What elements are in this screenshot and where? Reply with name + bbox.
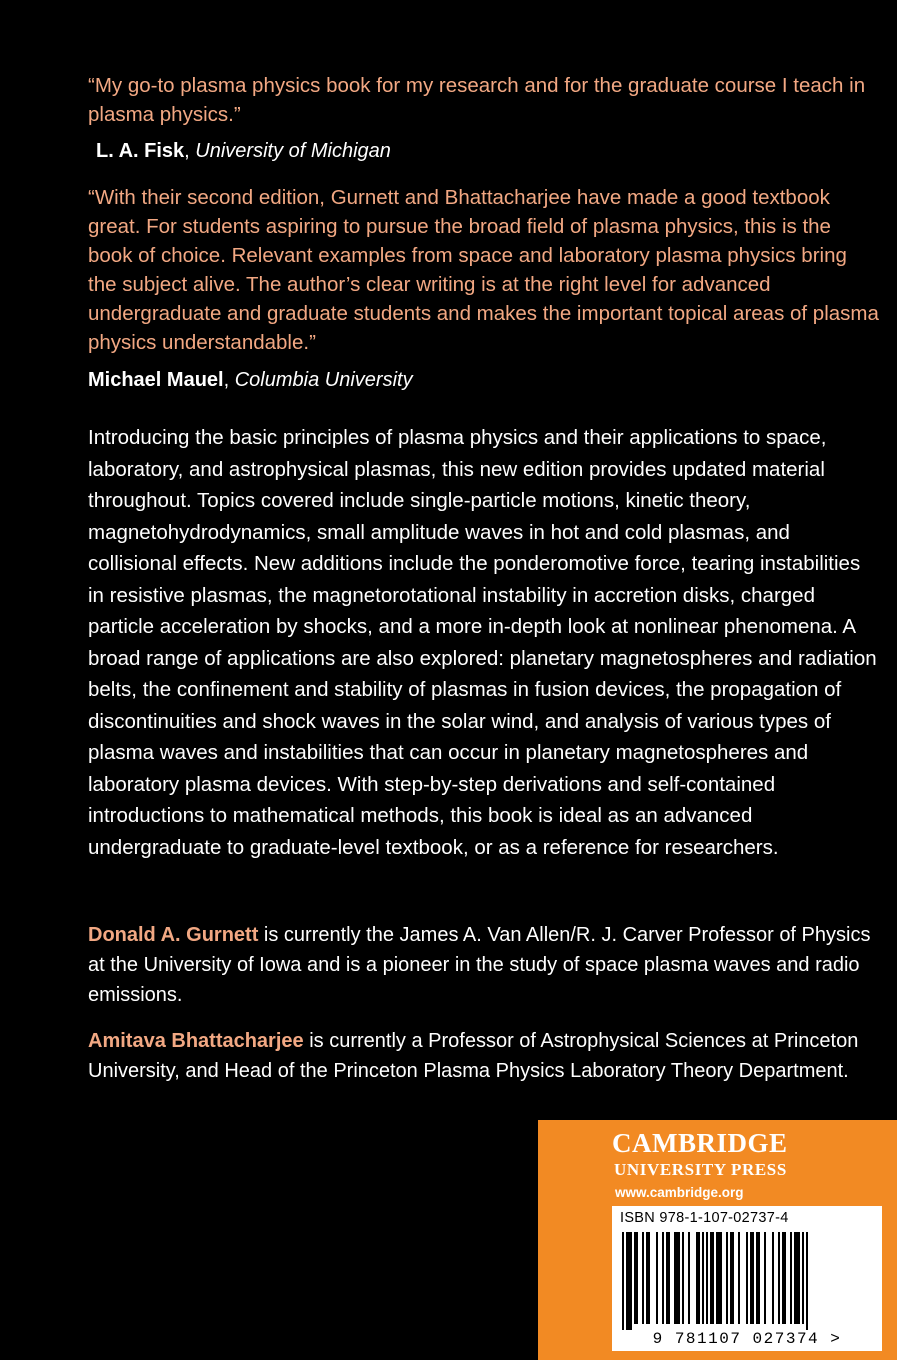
- endorsement-attribution: L. A. Fisk, University of Michigan: [96, 140, 391, 162]
- barcode-box: [612, 1206, 882, 1351]
- barcode-bar: [802, 1232, 804, 1324]
- barcode-bar: [738, 1232, 740, 1324]
- endorsement-attribution: Michael Mauel, Columbia University: [88, 369, 413, 391]
- author-bio-text: is currently a Professor of Astrophysical Sciences at Princeton University, and Head of the Princeton Plasma Physics Laboratory Theory Department.: [88, 1030, 859, 1082]
- endorsement-quote: “My go-to plasma physics book for my research and for the graduate course I teach in plasma physics.”: [88, 74, 866, 126]
- isbn-label: ISBN 978-1-107-02737-4: [620, 1210, 789, 1226]
- barcode-bar: [702, 1232, 704, 1324]
- barcode-bar: [656, 1232, 658, 1324]
- endorser-affiliation: University of Michigan: [195, 140, 391, 162]
- barcode-bar: [696, 1232, 700, 1324]
- barcode-digits: 9 781107 027374 >: [652, 1330, 842, 1348]
- barcode-bar: [634, 1232, 638, 1324]
- barcode-bar: [662, 1232, 664, 1324]
- barcode-bar: [646, 1232, 650, 1324]
- publisher-panel: [538, 1120, 897, 1360]
- barcode-bar: [688, 1232, 690, 1324]
- barcode-bar: [750, 1232, 754, 1324]
- barcode-bar: [716, 1232, 722, 1324]
- endorser-affiliation: Columbia University: [234, 369, 413, 391]
- barcode-bar: [764, 1232, 766, 1324]
- book-description: Introducing the basic principles of plasma physics and their applications to space, laboratory, and astrophysical plasmas, this new edition provides updated material throughout. Topics covered include single-particle motions, kinetic theory, magnetohydrodynamics, small amplitude waves in hot and cold plasmas, and collisional effects. New additions include the ponderomotive force, tearing instabilities in resistive plasmas, the magnetorotational instability in accretion disks, charged particle acceleration by shocks, and a more in-depth look at nonlinear phenomena. A broad range of applications are also explored: planetary magnetospheres and radiation belts, the confinement and stability of plasmas in fusion devices, the propagation of discontinuities and shock waves in the solar wind, and analysis of various types of plasma waves and instabilities that can occur in planetary magnetospheres and laboratory plasma devices. With step-by-step derivations and self-contained introductions to mathematical methods, this book is ideal as an advanced undergraduate to graduate-level textbook, or as a reference for researchers.: [88, 426, 877, 859]
- endorser-name: L. A. Fisk: [96, 140, 185, 162]
- barcode-bar: [674, 1232, 680, 1324]
- barcode-bar: [746, 1232, 748, 1324]
- author-bio: [88, 920, 879, 1010]
- author-name: Donald A. Gurnett: [88, 924, 259, 946]
- barcode-bar: [622, 1232, 624, 1330]
- barcode-bar: [778, 1232, 780, 1324]
- barcode-bar: [782, 1232, 786, 1324]
- publisher-subtitle: UNIVERSITY PRESS: [614, 1160, 787, 1179]
- barcode-bar: [726, 1232, 728, 1324]
- author-bio: [88, 1026, 879, 1086]
- barcode-bar: [794, 1232, 800, 1324]
- barcode-icon: [618, 1232, 876, 1330]
- barcode-bar: [706, 1232, 708, 1324]
- author-name: Amitava Bhattacharjee: [88, 1030, 304, 1052]
- barcode-bar: [666, 1232, 670, 1324]
- barcode-bar: [790, 1232, 792, 1324]
- endorser-name: Michael Mauel: [88, 369, 224, 391]
- endorsement-quote: “With their second edition, Gurnett and Bhattacharjee have made a good textbook great. For students aspiring to pursue the broad field of plasma physics, this is the book of choice. Relevant examples from space and laboratory plasma physics bring the subject alive. The author’s clear writing is at the right level for advanced undergraduate and graduate students and makes the important topical areas of plasma physics understandable.”: [88, 186, 879, 354]
- barcode-bar: [710, 1232, 714, 1324]
- publisher-url: www.cambridge.org: [615, 1185, 744, 1200]
- barcode-bar: [642, 1232, 644, 1324]
- barcode-bar: [806, 1232, 808, 1330]
- author-bio-text: is currently the James A. Van Allen/R. J. Carver Professor of Physics at the University of Iowa and is a pioneer in the study of space plasma waves and radio emissions.: [88, 924, 871, 1006]
- barcode-bar: [772, 1232, 774, 1324]
- publisher-logo: CAMBRIDGE: [612, 1128, 788, 1158]
- barcode-bar: [730, 1232, 734, 1324]
- barcode-bar: [682, 1232, 684, 1324]
- barcode-bar: [756, 1232, 760, 1324]
- barcode-bar: [626, 1232, 632, 1330]
